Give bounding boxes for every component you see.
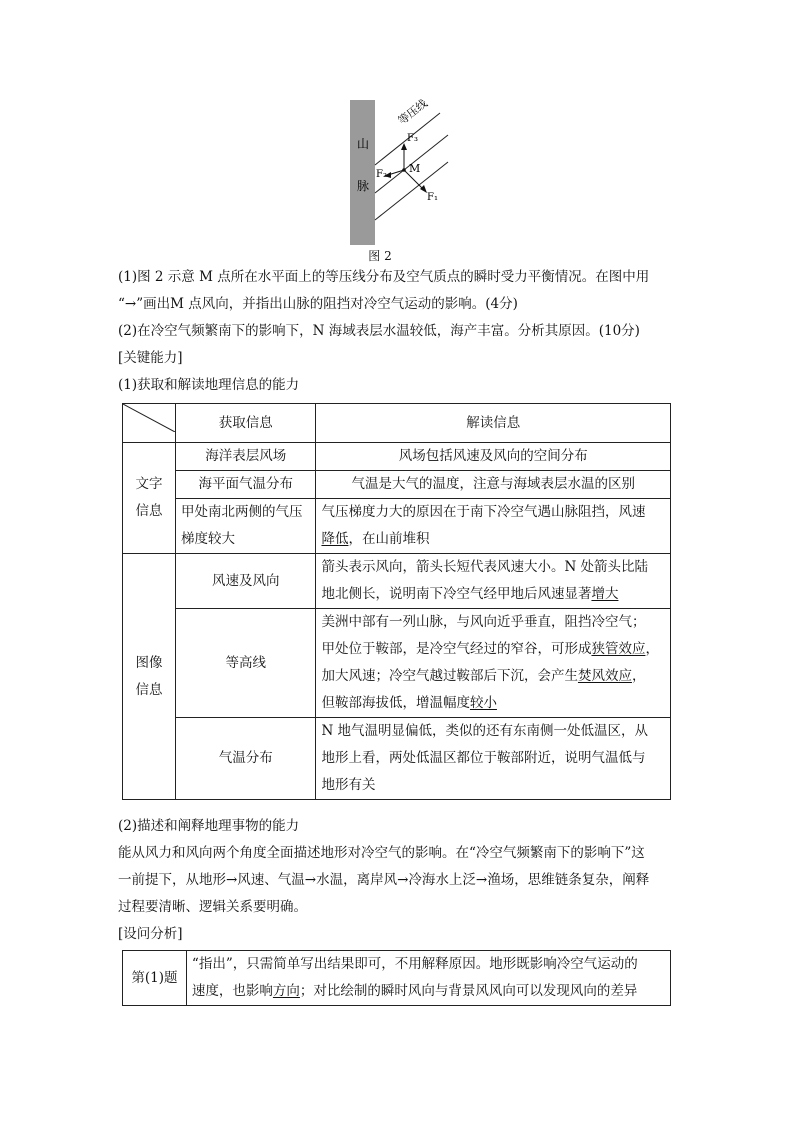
- table-row: [123, 471, 671, 499]
- figure-caption: 图 2: [368, 249, 392, 263]
- group-text-line-2: 信息: [135, 503, 163, 519]
- question-2: (2)在冷空气频繁南下的影响下，N 海域表层水温较低，海产丰富。分析其原因。(10分): [118, 323, 640, 339]
- question-1-line-2: “→”画出M 点风向，并指出山脉的阻挡对冷空气运动的影响。(4分): [118, 296, 518, 312]
- ability-2-line-2: 一前提下，从地形→风速、气温→水温，离岸风→冷海水上泛→渔场，思维链条复杂，阐释: [118, 872, 650, 888]
- mountain-label-2: 脉: [357, 179, 370, 193]
- row4-get: 风速及风向: [176, 554, 316, 609]
- row3-read-tail: ，在山前堆积: [348, 531, 430, 547]
- table-row: [123, 609, 671, 718]
- header-read-info: 解读信息: [316, 404, 671, 443]
- underlined-text: 增大: [591, 586, 619, 602]
- section-key-ability: [关键能力]: [118, 350, 183, 366]
- row5-read-punct: ，: [645, 641, 659, 657]
- info-table: [122, 403, 671, 800]
- table-header-row: [123, 404, 671, 443]
- question-analysis: [186, 951, 670, 1006]
- row5-read-line-4: [321, 690, 665, 717]
- force-f3-label: F₃: [407, 133, 418, 144]
- section-design-analysis: [设问分析]: [118, 926, 183, 942]
- row6-read-line-1: N 地气温明显偏低，类似的还有东南侧一处低温区，从: [321, 723, 649, 739]
- underlined-text: 较小: [469, 695, 497, 711]
- table-row: [123, 443, 671, 471]
- underlined-text: 方向: [272, 983, 300, 999]
- row2-get: 海平面气温分布: [176, 471, 316, 499]
- force-f1-label: F₁: [427, 192, 438, 203]
- ability-2-body: [118, 840, 678, 921]
- row6-read-line-2: 地形上看，两处低温区都位于鞍部附近，说明气温低与: [321, 750, 646, 766]
- row5-read-text: 甲处位于鞍部，是冷空气经过的窄谷，可形成: [321, 641, 592, 657]
- point-m-dot: [402, 168, 406, 172]
- question-1: [118, 264, 678, 318]
- row6-get: 气温分布: [176, 718, 316, 800]
- question-1-line-1: (1)图 2 示意 M 点所在水平面上的等压线分布及空气质点的瞬时受力平衡情况。在图中用: [118, 269, 650, 285]
- design-analysis-table: [122, 950, 671, 1006]
- isobar-label: 等压线: [395, 96, 430, 128]
- row4-read-line-2: [321, 581, 665, 608]
- ability-2-line-3: 过程要清晰、逻辑关系要明确。: [118, 899, 307, 915]
- row5-get: 等高线: [176, 609, 316, 718]
- row4-read: [316, 554, 671, 609]
- group-image-line-1: 图像: [135, 654, 163, 671]
- point-m-label: M: [409, 162, 421, 175]
- mountain-shape: [350, 100, 375, 245]
- group-image-line-2: 信息: [135, 681, 163, 698]
- row5-read-line-2: [321, 636, 665, 663]
- question-label: 第(1)题: [123, 951, 187, 1006]
- ability-2-line-1: 能从风力和风向两个角度全面描述地形对冷空气的影响。在“冷空气频繁南下的影响下”这: [118, 845, 645, 861]
- diagonal-header-cell: [123, 404, 176, 443]
- row4-read-line-1: 箭头表示风向，箭头长短代表风速大小。N 处箭头比陆: [321, 559, 649, 575]
- analysis-text: 速度，也影响: [191, 983, 273, 999]
- row5-read-text: 加大风速；冷空气越过鞍部后下沉，会产生: [321, 668, 578, 684]
- analysis-text: ；对比绘制的瞬时风向与背景风风向可以发现风向的差异: [299, 983, 638, 999]
- isobar-force-diagram: [340, 95, 450, 265]
- force-f2-label: F₂: [376, 169, 387, 180]
- analysis-line-1: “指出”，只需简单写出结果即可，不用解释原因。地形既影响冷空气运动的: [191, 956, 638, 972]
- ability-1-title: (1)获取和解读地理信息的能力: [118, 377, 300, 393]
- row5-read-punct: ，: [631, 668, 646, 684]
- table-row: [123, 951, 671, 1006]
- table-row: [123, 499, 671, 554]
- row5-read: [316, 609, 671, 718]
- row3-read-line-2: [321, 526, 665, 553]
- table-row: [123, 718, 671, 800]
- underlined-text: 焚风效应: [577, 668, 632, 684]
- row6-read-line-3: 地形有关: [321, 777, 376, 793]
- table-row: [123, 554, 671, 609]
- underlined-text: 狭管效应: [591, 641, 646, 657]
- analysis-line-2: [192, 978, 665, 1005]
- mountain-label-1: 山: [357, 137, 370, 151]
- row4-read-text: 地北侧长，说明南下冷空气经甲地后风速显著: [321, 586, 592, 602]
- row5-read-text: 但鞍部海拔低，增温幅度: [321, 695, 470, 711]
- group-image-info: [123, 554, 176, 800]
- row1-get: 海洋表层风场: [176, 443, 316, 471]
- group-text-line-1: 文字: [135, 476, 163, 492]
- row3-read: [316, 499, 671, 554]
- row3-read-line-1: 气压梯度力大的原因在于南下冷空气遇山脉阻挡，风速: [321, 504, 646, 520]
- row1-read: 风场包括风速及风向的空间分布: [316, 443, 671, 471]
- diagram-svg: [340, 95, 450, 265]
- row2-read: 气温是大气的温度，注意与海域表层水温的区别: [316, 471, 671, 499]
- row3-get: [176, 499, 316, 554]
- underlined-text: 降低: [321, 531, 349, 547]
- row5-read-line-1: 美洲中部有一列山脉，与风向近乎垂直，阻挡冷空气；: [321, 614, 646, 630]
- force-f1-head: [420, 185, 427, 193]
- row5-read-line-3: [321, 663, 665, 690]
- header-get-info: 获取信息: [176, 404, 316, 443]
- group-text-info: [123, 443, 176, 554]
- diagonal-line: [123, 404, 175, 432]
- ability-2-title: (2)描述和阐释地理事物的能力: [118, 818, 300, 834]
- row3-get-line-1: 甲处南北两侧的气压: [181, 504, 303, 520]
- row3-get-line-2: 梯度较大: [181, 531, 235, 547]
- row6-read: [316, 718, 671, 800]
